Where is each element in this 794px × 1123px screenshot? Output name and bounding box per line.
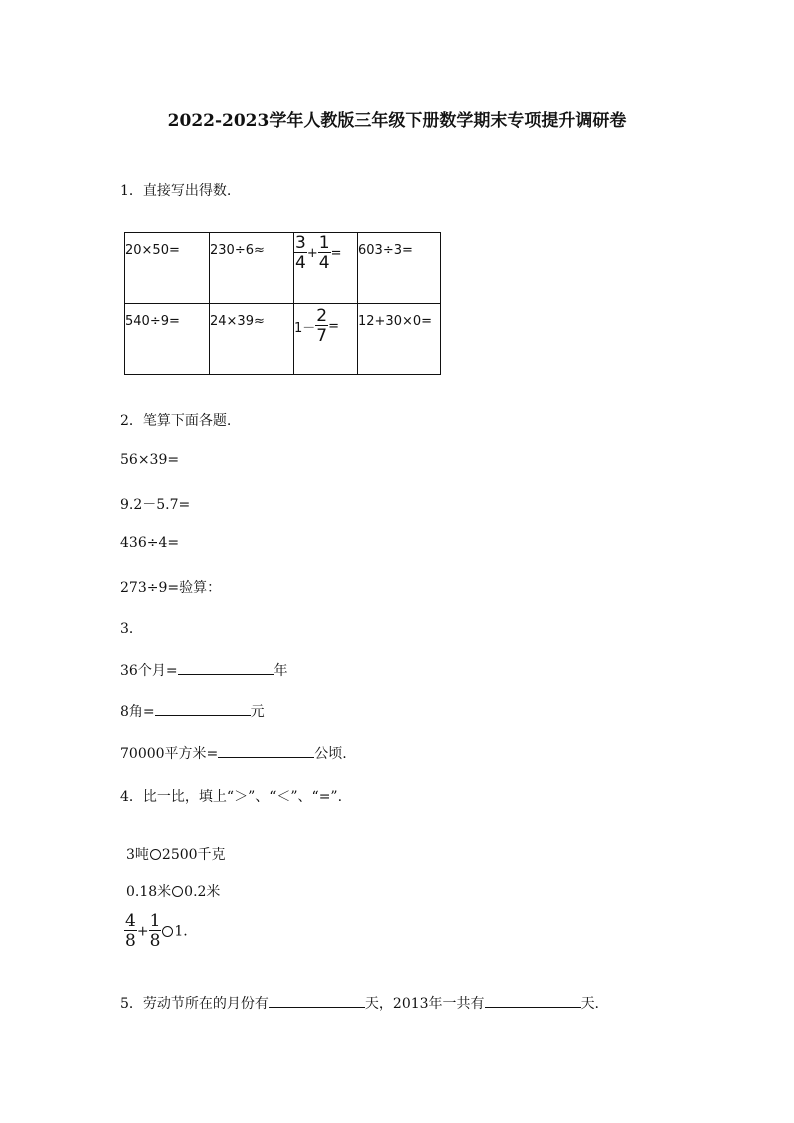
fill-line: 36个月= 年 [120,660,288,680]
compare-line: 3吨 2500千克 [126,847,226,863]
fill-line: 70000平方米= 公顷. [120,743,347,763]
fraction: $\frac{4}{8}$ [125,911,136,951]
table-row [125,304,441,375]
table-cell: 540÷9= [125,304,210,375]
written-calc-item: 436÷4= [120,535,180,551]
fill-line: 8角= 元 [120,701,265,721]
compare-circle[interactable] [172,886,183,897]
table-cell [294,233,358,304]
table-row [125,233,441,304]
written-calc-item: 56×39= [120,452,180,468]
answer-blank[interactable] [269,993,365,1008]
compare-circle[interactable] [150,849,161,860]
table-cell: 603÷3= [358,233,441,304]
fraction: $\frac{2}{7}$ [316,306,328,346]
question-5: 5．劳动节所在的月份有 天，2013年一共有 天. [120,993,599,1013]
answer-blank[interactable] [485,993,581,1008]
answer-blank[interactable] [155,701,251,716]
compare-line: $\frac{4}{8}$ + $\frac{1}{8}$ 1. [125,911,188,951]
table-cell: 20×50= [125,233,210,304]
table-cell: 24×39≈ [210,304,294,375]
fraction: $\frac{1}{4}$ [318,233,330,273]
question-1-label: 1．直接写出得数. [120,183,232,199]
question-3-label: 3． [120,621,143,637]
answer-blank[interactable] [218,743,314,758]
compare-circle[interactable] [162,926,173,937]
fraction: $\frac{3}{4}$ [295,233,306,273]
mental-math-table [124,232,441,375]
written-calc-item: 9.2－5.7= [120,497,191,513]
answer-blank[interactable] [178,660,274,675]
fraction-expression: 1－ $\frac{2}{7}$ = [294,306,340,346]
table-cell [294,304,358,375]
written-calc-item: 273÷9=验算： [120,580,222,596]
fraction-expression: $\frac{3}{4}$ + $\frac{1}{4}$ = [295,233,342,273]
page-title: 2022-2023学年人教版三年级下册数学期末专项提升调研卷 [167,111,627,131]
question-2-label: 2．笔算下面各题. [120,413,232,429]
table-cell: 230÷6≈ [210,233,294,304]
table-cell: 12+30×0= [358,304,441,375]
fraction: $\frac{1}{8}$ [149,911,161,951]
compare-line: 0.18米 0.2米 [126,884,221,900]
question-4-label: 4．比一比，填上“＞”、“＜”、“=”. [120,789,343,805]
